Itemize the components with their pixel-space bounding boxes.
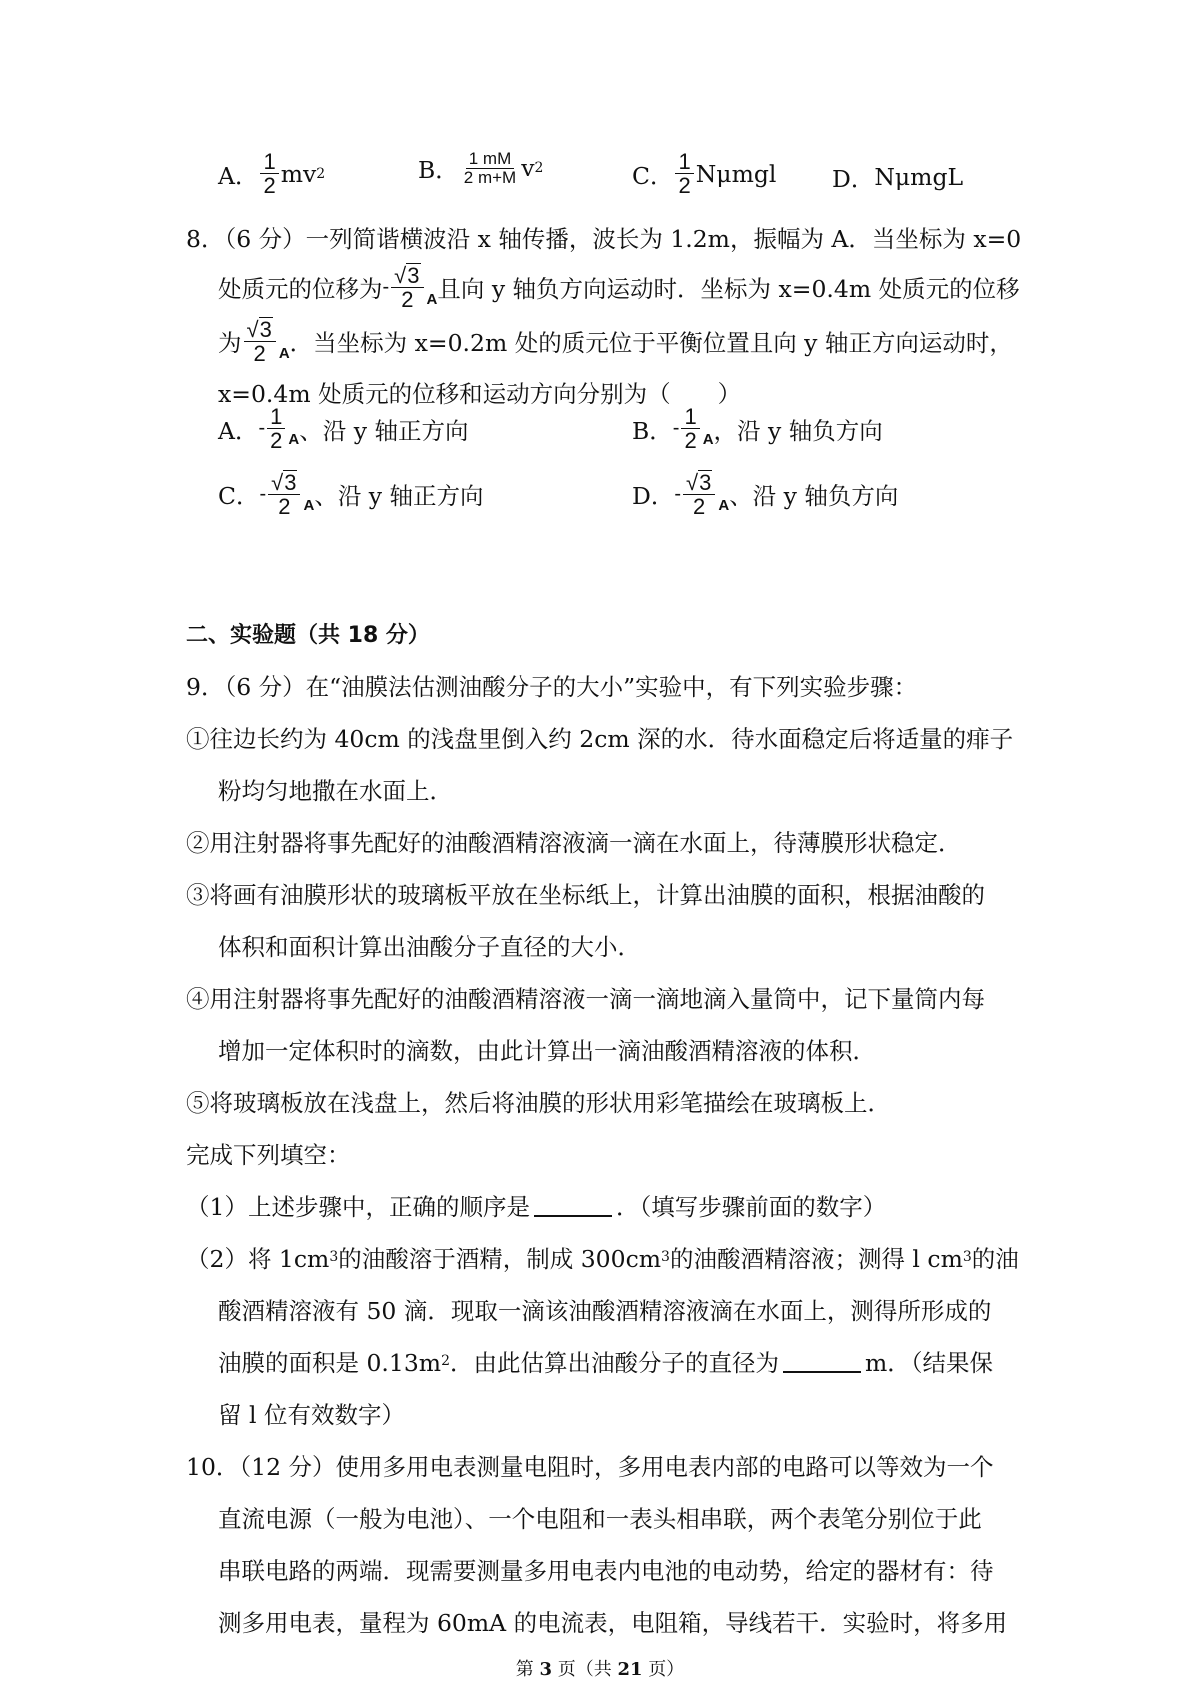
fraction: $\frac{1}{2}$: [681, 405, 699, 452]
q9-step-1b: 粉均匀地撒在水面上．: [218, 777, 453, 805]
q8-option-a: A． - $\frac{1}{2}$ A 、沿 y 轴正方向: [218, 404, 469, 454]
minus-sign: -: [382, 275, 390, 298]
q9-step-1a: ①往边长约为 40cm 的浅盘里倒入约 2cm 深的水．待水面稳定后将适量的痱子: [186, 725, 1014, 753]
q8-line-4: x=0.4m 处质元的位移和运动方向分别为（ ）: [218, 380, 742, 408]
page-footer: 第 3 页（共 21 页）: [515, 1659, 685, 1680]
section-heading: 二、实验题（共 18 分）: [186, 622, 430, 648]
answer-blank[interactable]: [783, 1349, 861, 1373]
q9-part-2d: 留 l 位有效数字）: [218, 1401, 405, 1429]
q7-option-b: B． $\frac{1 mM}{2 m+M}$ v 2: [418, 149, 544, 187]
q9-part-2a: （2）将 1cm 3 的油酸溶于酒精，制成 300cm 3 的油酸酒精溶液；测得 l cm 3 的油: [186, 1245, 1019, 1273]
answer-blank[interactable]: [534, 1193, 612, 1217]
q10-line-2: 直流电源（一般为电池）、一个电阻和一表头相串联，两个表笔分别位于此: [218, 1505, 982, 1533]
fraction: √ 3 2: [391, 263, 423, 311]
page-total: 21: [617, 1659, 643, 1680]
q9-part-1: （1）上述步骤中，正确的顺序是 ．（填写步骤前面的数字）: [186, 1193, 887, 1221]
q10-line-1: 10．（12 分）使用多用电表测量电阻时，多用电表内部的电路可以等效为一个: [186, 1453, 994, 1481]
q9-step-3a: ③将画有油膜形状的玻璃板平放在坐标纸上，计算出油膜的面积，根据油酸的: [186, 881, 985, 909]
fraction: √ 3 2: [268, 470, 300, 518]
q9-step-5: ⑤将玻璃板放在浅盘上，然后将油膜的形状用彩笔描绘在玻璃板上．: [186, 1089, 891, 1117]
page-number: 3: [539, 1659, 552, 1680]
q8-option-c: C． - √ 3 2 A 、沿 y 轴正方向: [218, 470, 484, 520]
option-text: Nμmgl: [695, 159, 777, 188]
option-label: D．: [632, 482, 675, 511]
option-label: B．: [632, 416, 673, 445]
option-text: v: [521, 154, 535, 183]
q7-option-d: [832, 160, 963, 194]
fraction: $\frac{1}{2}$: [267, 405, 285, 452]
q9-step-4a: ④用注射器将事先配好的油酸酒精溶液一滴一滴地滴入量筒中，记下量筒内每: [186, 985, 985, 1013]
sqrt-symbol: √ 3: [394, 262, 420, 288]
q9-line-1: 9．（6 分）在“油膜法估测油酸分子的大小”实验中，有下列实验步骤：: [186, 673, 918, 701]
q9-step-4b: 增加一定体积时的滴数，由此计算出一滴油酸酒精溶液的体积．: [218, 1037, 876, 1065]
option-label: A．: [218, 161, 259, 190]
q7-option-c: [632, 150, 776, 197]
option-label: C．: [632, 161, 674, 190]
q8-option-b: B． - $\frac{1}{2}$ A ，沿 y 轴负方向: [632, 404, 883, 454]
option-text: NμmgL: [874, 163, 964, 191]
fraction: $\frac{1}{2}$: [675, 150, 693, 197]
q9-fill-prompt: 完成下列填空：: [186, 1141, 351, 1169]
q9-step-2: ②用注射器将事先配好的油酸酒精溶液滴一滴在水面上，待薄膜形状稳定．: [186, 829, 962, 857]
option-label: A．: [218, 416, 259, 445]
q9-step-3b: 体积和面积计算出油酸分子直径的大小．: [218, 933, 641, 961]
q10-line-4: 测多用电表，量程为 60mA 的电流表，电阻箱，导线若干．实验时，将多用: [218, 1609, 1008, 1637]
option-label: C．: [218, 482, 260, 511]
option-text: mv: [280, 159, 317, 188]
fraction: √ 3 2: [683, 470, 715, 518]
q8-line-1: 8．（6 分）一列简谐横波沿 x 轴传播，波长为 1.2m，振幅为 A．当坐标为 x=0: [186, 225, 1022, 253]
q10-line-3: 串联电路的两端．现需要测量多用电表内电池的电动势，给定的器材有：待: [218, 1557, 994, 1585]
q7-option-a: A． $\frac{1}{2}$ mv 2: [218, 149, 326, 199]
fraction: √ 3 2: [244, 317, 276, 365]
q9-part-2c: 油膜的面积是 0.13m 2 ．由此估算出油酸分子的直径为 m．（结果保: [218, 1349, 994, 1377]
option-label: B．: [418, 156, 459, 185]
sqrt-symbol: √ 3: [246, 316, 272, 342]
amplitude-symbol: A: [426, 291, 438, 308]
q8-option-d: D． - √ 3 2 A 、沿 y 轴负方向: [632, 470, 899, 520]
fraction: $\frac{1 mM}{2 m+M}$: [463, 149, 517, 187]
option-label: D．: [832, 165, 875, 193]
q8-line-2: 处质元的位移为 - √ 3 2 A 且向 y 轴负方向运动时．坐标为 x=0.4m 处质元的位移: [218, 262, 1020, 313]
fraction: $\frac{1}{2}$: [260, 150, 278, 197]
amplitude-symbol: A: [278, 345, 290, 362]
q9-part-2b: 酸酒精溶液有 50 滴．现取一滴该油酸酒精溶液滴在水面上，测得所形成的: [218, 1297, 992, 1325]
q8-line-3: 为 √ 3 2 A ．当坐标为 x=0.2m 处的质元位于平衡位置且向 y 轴正方向运动时，: [218, 316, 1013, 367]
